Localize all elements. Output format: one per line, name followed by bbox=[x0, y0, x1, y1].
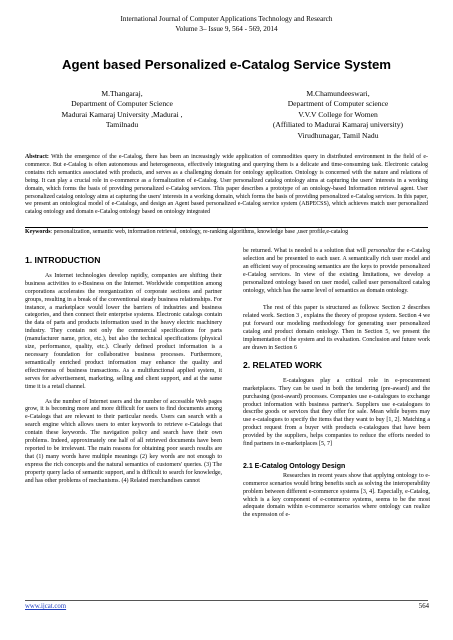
paragraph: As the number of Internet users and the number of accessible Web pages grow, it is becoming more and more difficult for users to find documents among e-Catalogs that are relevant to their particular needs. Users can search with a search engine which allows users to enter keywords to retrieve e-Catalogs that contain these keywords. The navigation policy and search have their own problems. Indeed, approximately one half of all retrieved documents have been reported to be irrelevant. The main reasons for obtaining poor search results are that (1) many words have multiple meanings (2) key words are not enough to express the rich concepts and the natural semantics of customers' queries. (3) The property query lacks of semantic support, and is difficult to search for knowledge, and has other problems of mechanisms. (4) Related merchandises cannot bbox=[25, 398, 222, 484]
keywords-text: : personalization, semantic web, information retrieval, ontology, re-ranking algorithms, knowledge base ,user profile,e-catalog bbox=[50, 229, 349, 235]
author-institution: V.V.V College for Women bbox=[298, 109, 378, 119]
section-heading-related-work: 2. RELATED WORK bbox=[243, 359, 323, 370]
paragraph: E-catalogues play a critical role in e-procurement marketplaces. They can be used in both the tendering (pre-award) and the purchasing (post-award) processes. Companies use e-catalogues to exchange product information with business partner's. Suppliers use e-catalogues to describe goods or services that they offer for sale. Mean while buyers may use e-catalogues to specify the items that they want to buy [1, 2]. Matching a product request from a buyer with products e-catalogues that have been provided by the suppliers, helps companies to reduce the efforts needed to find partners in e-marketplaces [5, 7] bbox=[243, 377, 430, 448]
paragraph: Researches in recent years show that applying ontology to e-commerce scenarios would bring benefits such as solving the interoperability problem between different e-commerce systems [3, 4]. Especially, e-Catalog, which is a key component of e-commerce systems, seems to be the most adequate domain within e-commerce scenarios where ontology can realize the expression of e- bbox=[243, 472, 430, 519]
italic-text: personalize bbox=[367, 248, 396, 254]
right-column bbox=[243, 248, 430, 527]
abstract bbox=[25, 154, 428, 217]
journal-header bbox=[0, 15, 453, 34]
abstract-divider bbox=[25, 227, 428, 228]
journal-website-link[interactable]: www.ijcat.com bbox=[25, 603, 67, 610]
paragraph: The rest of this paper is structured as follows: Section 2 describes related work. Section 3 , explains the theory of propose system. Section 4 we put forward our modeling methodology for generating user personalized catalog and product domain ontology. Then in Section 5, we present the implementation of the system and its evaluation. Conclusion and future work are drawn in Section 6 bbox=[243, 305, 430, 351]
author-place: Tamilnadu bbox=[105, 120, 139, 130]
journal-volume: Volume 3– Issue 9, 564 - 569, 2014 bbox=[175, 24, 278, 33]
author-place: Virudhunagar, Tamil Nadu bbox=[297, 130, 379, 140]
keywords-label: Keywords bbox=[25, 229, 51, 235]
author-block-1 bbox=[22, 89, 222, 131]
author-affiliation: (Affiliated to Madurai Kamaraj university) bbox=[272, 120, 404, 130]
footer-divider bbox=[25, 600, 428, 601]
paragraph bbox=[243, 248, 430, 295]
page-number: 564 bbox=[418, 603, 429, 610]
subsection-heading-ecatalog-ontology: 2.1 E-Catalog Ontology Design bbox=[243, 462, 346, 470]
left-column bbox=[25, 248, 222, 492]
paper-title: Agent based Personalized e-Catalog Service System bbox=[61, 57, 392, 72]
keywords bbox=[25, 229, 428, 237]
paragraph-text: be returned. What is needed is a solution that will bbox=[243, 248, 368, 254]
abstract-text: With the emergence of the e-Catalog, there has been an increasingly wide application of commodities query in distributed environment in the field of e-commerce. But e-Catalog is often autonomous and heterogeneous, effectively integrating and querying them is a delicate and time-consuming task. Electronic catalog contains rich semantics associated with products, and serves as a challenging domain for ontology application. Ontology is concerned with the nature and relations of being. It can play a crucial role in e-commerce as a formalization of e-Catalog. User personalized catalog ontology aims at capturing the users' interests in a working domain, which forms the basis of providing personalized e-Catalog services. This paper describes a prototype of an ontology-based Information retrieval agent. User personalized catalog ontology aims at capturing the users' interests in a working domain, which forms the basis of providing personalized e-Catalog services. In this paper, we present an ontological model of e-Catalogs, and design an Agent based personalized e-Catalog service system (ABPECSS), which achieves match user personalized catalog ontology and domain e-Catalog ontology based on ontology integrated bbox=[25, 154, 428, 216]
abstract-label: Abstract: bbox=[25, 154, 49, 160]
section-heading-introduction: 1. INTRODUCTION bbox=[25, 255, 101, 265]
author-name: M.Chamundeeswari, bbox=[306, 89, 370, 98]
author-institution: Madurai Kamaraj University ,Madurai , bbox=[61, 109, 183, 119]
author-department: Department of Computer Science bbox=[71, 99, 173, 109]
paragraph-text: the e-Catalog selection and be presented to each user. A semantically rich user model and an efficient way of processing semantics are the keys to provide personalized e-Catalog services. In view of the existing limitations, we develop a personalized ontology based on user model, called user personalized catalog ontology, which has the same level of semantics as domain ontology. bbox=[243, 248, 430, 294]
author-name: M.Thangaraj, bbox=[101, 89, 143, 98]
paragraph: As Internet technologies develop rapidly, companies are shifting their business activities to e-Business on the Internet. Worldwide competition among corporations accelerates the reorganization of corporate sections and partner groups, resulting in a break of the conventional steady business relationships. For instance, a marketplace would lower the barriers of industries and business categories, and then connect their enterprise systems. Electronic catalogs contain the data of parts and products information used in the heavy electric machinery industry. They contain not only the commercial specifications for parts (manufacturer name, price, etc.), but also the technical specifications (physical size, performance, quality, etc.). Clearly defined product information is a necessary foundation for collaborative business processes. Furthermore, semantically enriched product information may enhance the quality and effectiveness of business transactions. As a multifunctional applied system, it serves for advertisement, marketing, selling and client support, and at the same time it is a retail channel. bbox=[25, 272, 222, 390]
journal-name: International Journal of Computer Applications Technology and Research bbox=[120, 15, 333, 23]
author-block-2 bbox=[238, 89, 438, 141]
author-department: Department of Computer science bbox=[287, 99, 389, 109]
